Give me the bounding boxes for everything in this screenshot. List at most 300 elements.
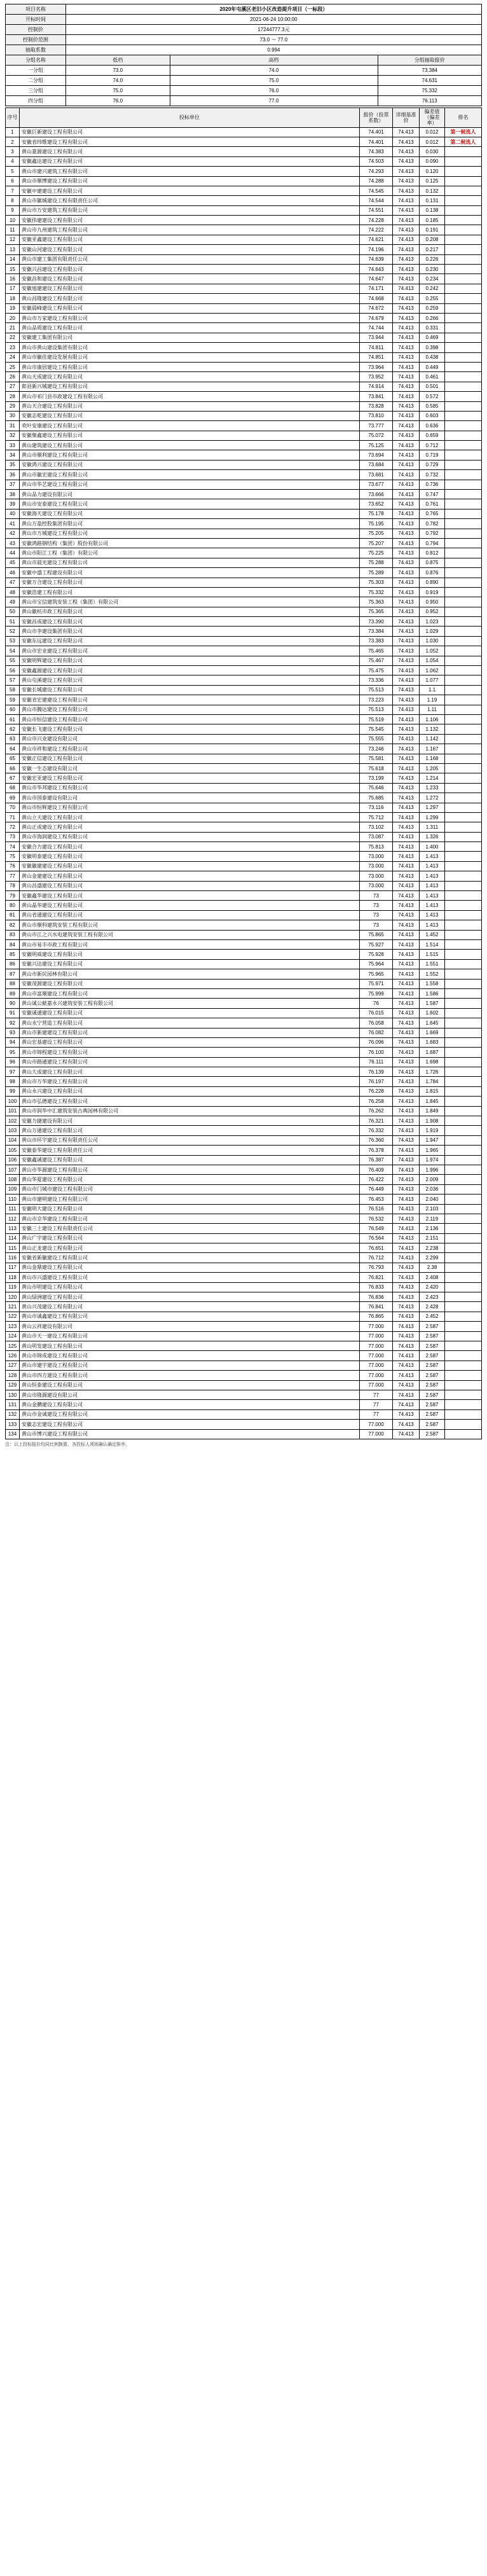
table-row[interactable] [6,578,482,587]
table-row[interactable] [6,216,482,225]
value-control-price: 17244777.3元 [66,25,482,35]
table-row[interactable] [6,225,482,235]
row-bidder-name: 黄山永兴建设工程有限公司 [20,1086,360,1096]
table-row[interactable] [6,1028,482,1037]
table-row[interactable] [6,587,482,597]
table-row[interactable] [6,352,482,362]
row-bidder-name: 黄山市恒辉建设工程有限公司 [20,803,360,812]
row-rank [445,1233,482,1243]
row-no: 116 [6,1253,20,1263]
table-row[interactable] [6,1008,482,1018]
row-rank [445,490,482,499]
row-bid: 75.928 [360,950,393,959]
row-bid: 73.694 [360,450,393,460]
row-no: 32 [6,431,20,440]
row-rank [445,617,482,627]
row-deviation: 2.428 [420,1302,445,1312]
table-row[interactable] [6,627,482,636]
table-row[interactable] [6,1018,482,1028]
row-no: 12 [6,235,20,244]
table-row[interactable] [6,156,482,166]
table-row[interactable] [6,441,482,450]
table-row[interactable] [6,1175,482,1184]
table-row[interactable] [6,656,482,665]
row-rank [445,988,482,998]
table-row[interactable] [6,1126,482,1135]
table-row[interactable] [6,871,482,881]
row-bidder-name: 黄山万通建设工程有限公司 [20,1126,360,1135]
row-base-price: 74.413 [393,1116,420,1126]
row-bidder-name: 安徽鑫华建设工程有限公司 [20,891,360,901]
row-base-price: 74.413 [393,235,420,244]
row-base-price: 74.413 [393,558,420,567]
row-base-price: 74.413 [393,832,420,841]
row-bidder-name: 安徽明威建设工程有限公司 [20,950,360,959]
table-row[interactable] [6,1116,482,1126]
table-row[interactable] [6,167,482,176]
table-row[interactable] [6,999,482,1008]
row-no: 46 [6,568,20,578]
table-row[interactable] [6,421,482,431]
row-deviation: 1.849 [420,1106,445,1116]
row-bidder-name: 黄山市晨光建设工程有限公司 [20,558,360,567]
table-row[interactable] [6,695,482,705]
row-bidder-name: 安徽鸿路钢结构（集团）股份有限公司 [20,538,360,548]
table-row[interactable] [6,538,482,548]
row-base-price: 74.413 [393,656,420,665]
row-no: 104 [6,1135,20,1145]
row-no: 85 [6,950,20,959]
row-bidder-name: 安徽一生态建设有限公司 [20,763,360,773]
value-open-time: 2021-06-24 10:00:00 [66,15,482,25]
table-row[interactable] [6,1067,482,1077]
row-bid: 75.545 [360,724,393,734]
table-row[interactable] [6,470,482,480]
row-no: 75 [6,852,20,861]
row-base-price: 74.413 [393,313,420,322]
row-base-price: 74.413 [393,1371,420,1380]
row-bidder-name: 黄山市国泰建设有限公司 [20,793,360,803]
row-base-price: 74.413 [393,773,420,783]
table-row[interactable] [6,1302,482,1312]
row-no: 110 [6,1195,20,1204]
row-rank [445,812,482,822]
table-row[interactable] [6,411,482,420]
table-row[interactable] [6,803,482,812]
row-deviation: 0.812 [420,548,445,558]
table-row[interactable] [6,460,482,469]
table-row[interactable] [6,431,482,440]
table-row[interactable] [6,1048,482,1057]
table-row[interactable] [6,950,482,959]
row-no: 62 [6,724,20,734]
row-bid: 75.964 [360,959,393,969]
row-deviation: 2.587 [420,1331,445,1341]
row-no: 60 [6,705,20,714]
table-row[interactable] [6,1165,482,1174]
row-bidder-name: 黄山市安泰建设工程有限公司 [20,499,360,509]
table-row[interactable] [6,235,482,244]
table-row[interactable] [6,333,482,342]
row-rank [445,235,482,244]
row-bid: 73.944 [360,333,393,342]
row-rank [445,1429,482,1439]
table-row[interactable] [6,499,482,509]
col-deviation: 偏差值（偏差率） [420,108,445,128]
table-row[interactable] [6,1037,482,1047]
row-deviation: 2.408 [420,1273,445,1282]
row-bidder-name: 黄山市建工集团有限责任公司 [20,254,360,264]
row-bidder-name: 黄山市黄山建设集团有限公司 [20,343,360,352]
table-row[interactable] [6,274,482,284]
table-row[interactable] [6,450,482,460]
table-row[interactable] [6,1341,482,1351]
table-row[interactable] [6,1312,482,1321]
row-rank [445,881,482,890]
table-row[interactable] [6,842,482,852]
row-no: 64 [6,744,20,754]
table-row[interactable] [6,186,482,195]
row-base-price: 74.413 [393,1146,420,1155]
row-base-price: 74.413 [393,979,420,988]
table-row[interactable] [6,724,482,734]
row-bidder-name: 安徽志乾建设工程有限公司 [20,411,360,420]
table-row[interactable] [6,1409,482,1419]
row-bid: 75.685 [360,793,393,803]
row-base-price: 74.413 [393,1008,420,1018]
table-row[interactable] [6,558,482,567]
table-row[interactable] [6,646,482,656]
table-row[interactable] [6,1253,482,1263]
row-bid: 75.365 [360,607,393,616]
table-row[interactable] [6,636,482,646]
row-bid: 76.262 [360,1106,393,1116]
group-1-low: 73.0 [66,66,170,76]
table-row[interactable] [6,1204,482,1214]
row-deviation: 0.030 [420,147,445,156]
row-bid: 76.449 [360,1184,393,1194]
row-bidder-name: 黄山云祥建设有限公司 [20,1322,360,1331]
row-bid: 76.712 [360,1253,393,1263]
col-bid: 报价（投票系数） [360,108,393,128]
table-row[interactable] [6,529,482,538]
table-row[interactable] [6,176,482,186]
table-row[interactable] [6,715,482,724]
table-row[interactable] [6,822,482,832]
group-row-3 [6,86,482,96]
row-bidder-name: 黄山市万城建设工程有限公司 [20,529,360,538]
table-row[interactable] [6,548,482,558]
row-rank [445,284,482,293]
table-row[interactable] [6,127,482,137]
row-bid: 75.581 [360,754,393,763]
row-no: 1 [6,127,20,137]
table-row[interactable] [6,147,482,156]
table-row[interactable] [6,1380,482,1390]
table-row[interactable] [6,1233,482,1243]
table-row[interactable] [6,294,482,303]
table-row[interactable] [6,245,482,254]
row-base-price: 74.413 [393,627,420,636]
row-base-price: 74.413 [393,724,420,734]
row-bid: 73.652 [360,499,393,509]
row-bidder-name: 黄山屯溪建设工程有限公司 [20,675,360,685]
row-rank [445,225,482,235]
row-deviation: 2.299 [420,1253,445,1263]
table-row[interactable] [6,362,482,371]
row-bidder-name: 黄山市建兴建筑工程有限公司 [20,167,360,176]
table-row[interactable] [6,1273,482,1282]
row-bid: 73.116 [360,803,393,812]
row-deviation: 0.765 [420,509,445,518]
table-row[interactable] [6,969,482,979]
table-row[interactable] [6,1400,482,1409]
row-deviation: 1.214 [420,773,445,783]
table-row[interactable] [6,1390,482,1399]
table-row[interactable] [6,1361,482,1370]
table-row[interactable] [6,1224,482,1233]
table-row[interactable] [6,137,482,146]
row-base-price: 74.413 [393,793,420,803]
row-rank [445,274,482,284]
table-row[interactable] [6,392,482,401]
table-row[interactable] [6,1420,482,1429]
row-rank [445,1322,482,1331]
group-3-low: 75.0 [66,86,170,96]
row-rank [445,1155,482,1165]
table-row[interactable] [6,930,482,939]
table-row[interactable] [6,1282,482,1292]
row-no: 123 [6,1322,20,1331]
row-bidder-name: 黄山市康居建设工程有限公司 [20,362,360,371]
row-bid: 77.000 [360,1420,393,1429]
row-rank [445,1008,482,1018]
row-deviation: 0.761 [420,499,445,509]
row-base-price: 74.413 [393,480,420,489]
row-no: 43 [6,538,20,548]
row-base-price: 74.413 [393,1380,420,1390]
row-rank [445,480,482,489]
table-row[interactable] [6,881,482,890]
row-deviation: 1.587 [420,999,445,1008]
row-base-price: 74.413 [393,881,420,890]
row-bid: 75.513 [360,705,393,714]
row-bidder-name: 黄山市润华中汇建筑安装古典园林有限公司 [20,1106,360,1116]
row-bidder-name: 黄山市弘德建设工程有限公司 [20,1097,360,1106]
table-row[interactable] [6,382,482,391]
table-row[interactable] [6,313,482,322]
table-row[interactable] [6,861,482,871]
table-row[interactable] [6,1371,482,1380]
table-row[interactable] [6,812,482,822]
table-row[interactable] [6,401,482,411]
row-bidder-name: 黄山品力建设有限公司 [20,490,360,499]
table-row[interactable] [6,568,482,578]
row-bidder-name: 黄山立天建设工程有限公司 [20,812,360,822]
table-row[interactable] [6,265,482,274]
table-row[interactable] [6,323,482,333]
row-base-price: 74.413 [393,401,420,411]
row-no: 82 [6,920,20,930]
table-row[interactable] [6,666,482,675]
row-deviation: 0.266 [420,313,445,322]
row-deviation: 0.636 [420,421,445,431]
table-row[interactable] [6,1292,482,1302]
table-row[interactable] [6,509,482,518]
row-base-price: 74.413 [393,411,420,420]
table-row[interactable] [6,910,482,920]
row-base-price: 74.413 [393,1253,420,1263]
row-bidder-name: 黄山市京华建设工程有限公司 [20,1214,360,1223]
row-bid: 75.965 [360,969,393,979]
row-deviation: 1.11 [420,705,445,714]
table-row[interactable] [6,939,482,949]
row-bidder-name: 黄山市徽佳建设发展有限公司 [20,352,360,362]
table-row[interactable] [6,1184,482,1194]
table-row[interactable] [6,734,482,744]
row-rank [445,323,482,333]
table-row[interactable] [6,1429,482,1439]
row-rank [445,803,482,812]
group-4-name: 四分组 [6,96,66,106]
row-base-price: 74.413 [393,1155,420,1165]
row-rank [445,558,482,567]
row-bidder-name: 黄山正成建设工程有限公司 [20,822,360,832]
table-row[interactable] [6,979,482,988]
table-row[interactable] [6,744,482,754]
table-row[interactable] [6,783,482,793]
row-bidder-name: 黄山金建建设工程有限公司 [20,871,360,881]
row-bid: 76.096 [360,1037,393,1047]
row-deviation: 2.587 [420,1351,445,1361]
table-row[interactable] [6,1146,482,1155]
table-row[interactable] [6,1086,482,1096]
table-row[interactable] [6,1057,482,1067]
table-row[interactable] [6,959,482,969]
row-deviation: 2.587 [420,1429,445,1439]
table-row[interactable] [6,685,482,695]
row-base-price: 74.413 [393,1195,420,1204]
table-row[interactable] [6,1331,482,1341]
table-row[interactable] [6,490,482,499]
row-bid: 75.971 [360,979,393,988]
table-row[interactable] [6,773,482,783]
table-row[interactable] [6,1097,482,1106]
row-bid: 74.544 [360,196,393,205]
row-deviation: 0.794 [420,538,445,548]
row-base-price: 74.413 [393,323,420,333]
table-row[interactable] [6,303,482,313]
row-bidder-name: 安徽省宏建建设工程有限公司 [20,695,360,705]
row-bid: 75.178 [360,509,393,518]
table-row[interactable] [6,480,482,489]
row-rank [445,1204,482,1214]
table-row[interactable] [6,793,482,803]
table-row[interactable] [6,254,482,264]
row-base-price: 74.413 [393,1135,420,1145]
row-no: 114 [6,1233,20,1243]
table-row[interactable] [6,597,482,607]
row-rank [445,421,482,431]
table-row[interactable] [6,901,482,910]
row-rank [445,1302,482,1312]
table-row[interactable] [6,920,482,930]
row-rank [445,538,482,548]
table-row[interactable] [6,754,482,763]
table-row[interactable] [6,852,482,861]
row-base-price: 74.413 [393,343,420,352]
table-row[interactable] [6,196,482,205]
row-rank [445,1135,482,1145]
row-bidder-name: 黄山正龙建设工程有限公司 [20,1243,360,1253]
row-no: 37 [6,480,20,489]
table-row[interactable] [6,372,482,382]
row-base-price: 74.413 [393,1057,420,1067]
row-no: 41 [6,519,20,529]
row-no: 98 [6,1077,20,1086]
table-row[interactable] [6,284,482,293]
table-row[interactable] [6,1195,482,1204]
table-row[interactable] [6,519,482,529]
table-row[interactable] [6,1351,482,1361]
table-row[interactable] [6,1263,482,1272]
table-row[interactable] [6,675,482,685]
row-bid: 73.000 [360,881,393,890]
row-rank [445,1037,482,1047]
table-row[interactable] [6,1135,482,1145]
table-row[interactable] [6,763,482,773]
row-no: 38 [6,490,20,499]
row-bid: 76.833 [360,1282,393,1292]
table-row[interactable] [6,617,482,627]
table-row[interactable] [6,205,482,215]
row-rank [445,1057,482,1067]
table-row[interactable] [6,1322,482,1331]
table-row[interactable] [6,1214,482,1223]
table-row[interactable] [6,1077,482,1086]
table-row[interactable] [6,343,482,352]
row-bidder-name: 黄山诚公献嘉永兴建筑安装工程有限公司 [20,999,360,1008]
row-bidder-name: 黄山市祥和建设工程有限公司 [20,744,360,754]
row-bidder-name: 安徽巨新建设工程有限公司 [20,127,360,137]
row-bidder-name: 安徽伟建建设工程有限公司 [20,216,360,225]
table-row[interactable] [6,1106,482,1116]
row-no: 10 [6,216,20,225]
row-rank [445,1371,482,1380]
row-bid: 73.336 [360,675,393,685]
row-rank [445,627,482,636]
table-row[interactable] [6,1243,482,1253]
row-rank [445,1165,482,1174]
row-rank [445,1018,482,1028]
row-bidder-name: 黄山广宇建设工程有限公司 [20,1233,360,1243]
row-rank [445,382,482,391]
row-no: 2 [6,137,20,146]
row-rank [445,147,482,156]
table-row[interactable] [6,988,482,998]
table-row[interactable] [6,1155,482,1165]
row-rank [445,783,482,793]
row-bid: 76.821 [360,1273,393,1282]
table-row[interactable] [6,705,482,714]
row-rank [445,196,482,205]
row-bid: 77.000 [360,1361,393,1370]
table-row[interactable] [6,607,482,616]
row-bidder-name: 黄山天成建设工程有限公司 [20,372,360,382]
table-row[interactable] [6,891,482,901]
row-bidder-name: 黄山大成建设工程有限公司 [20,1067,360,1077]
table-row[interactable] [6,832,482,841]
